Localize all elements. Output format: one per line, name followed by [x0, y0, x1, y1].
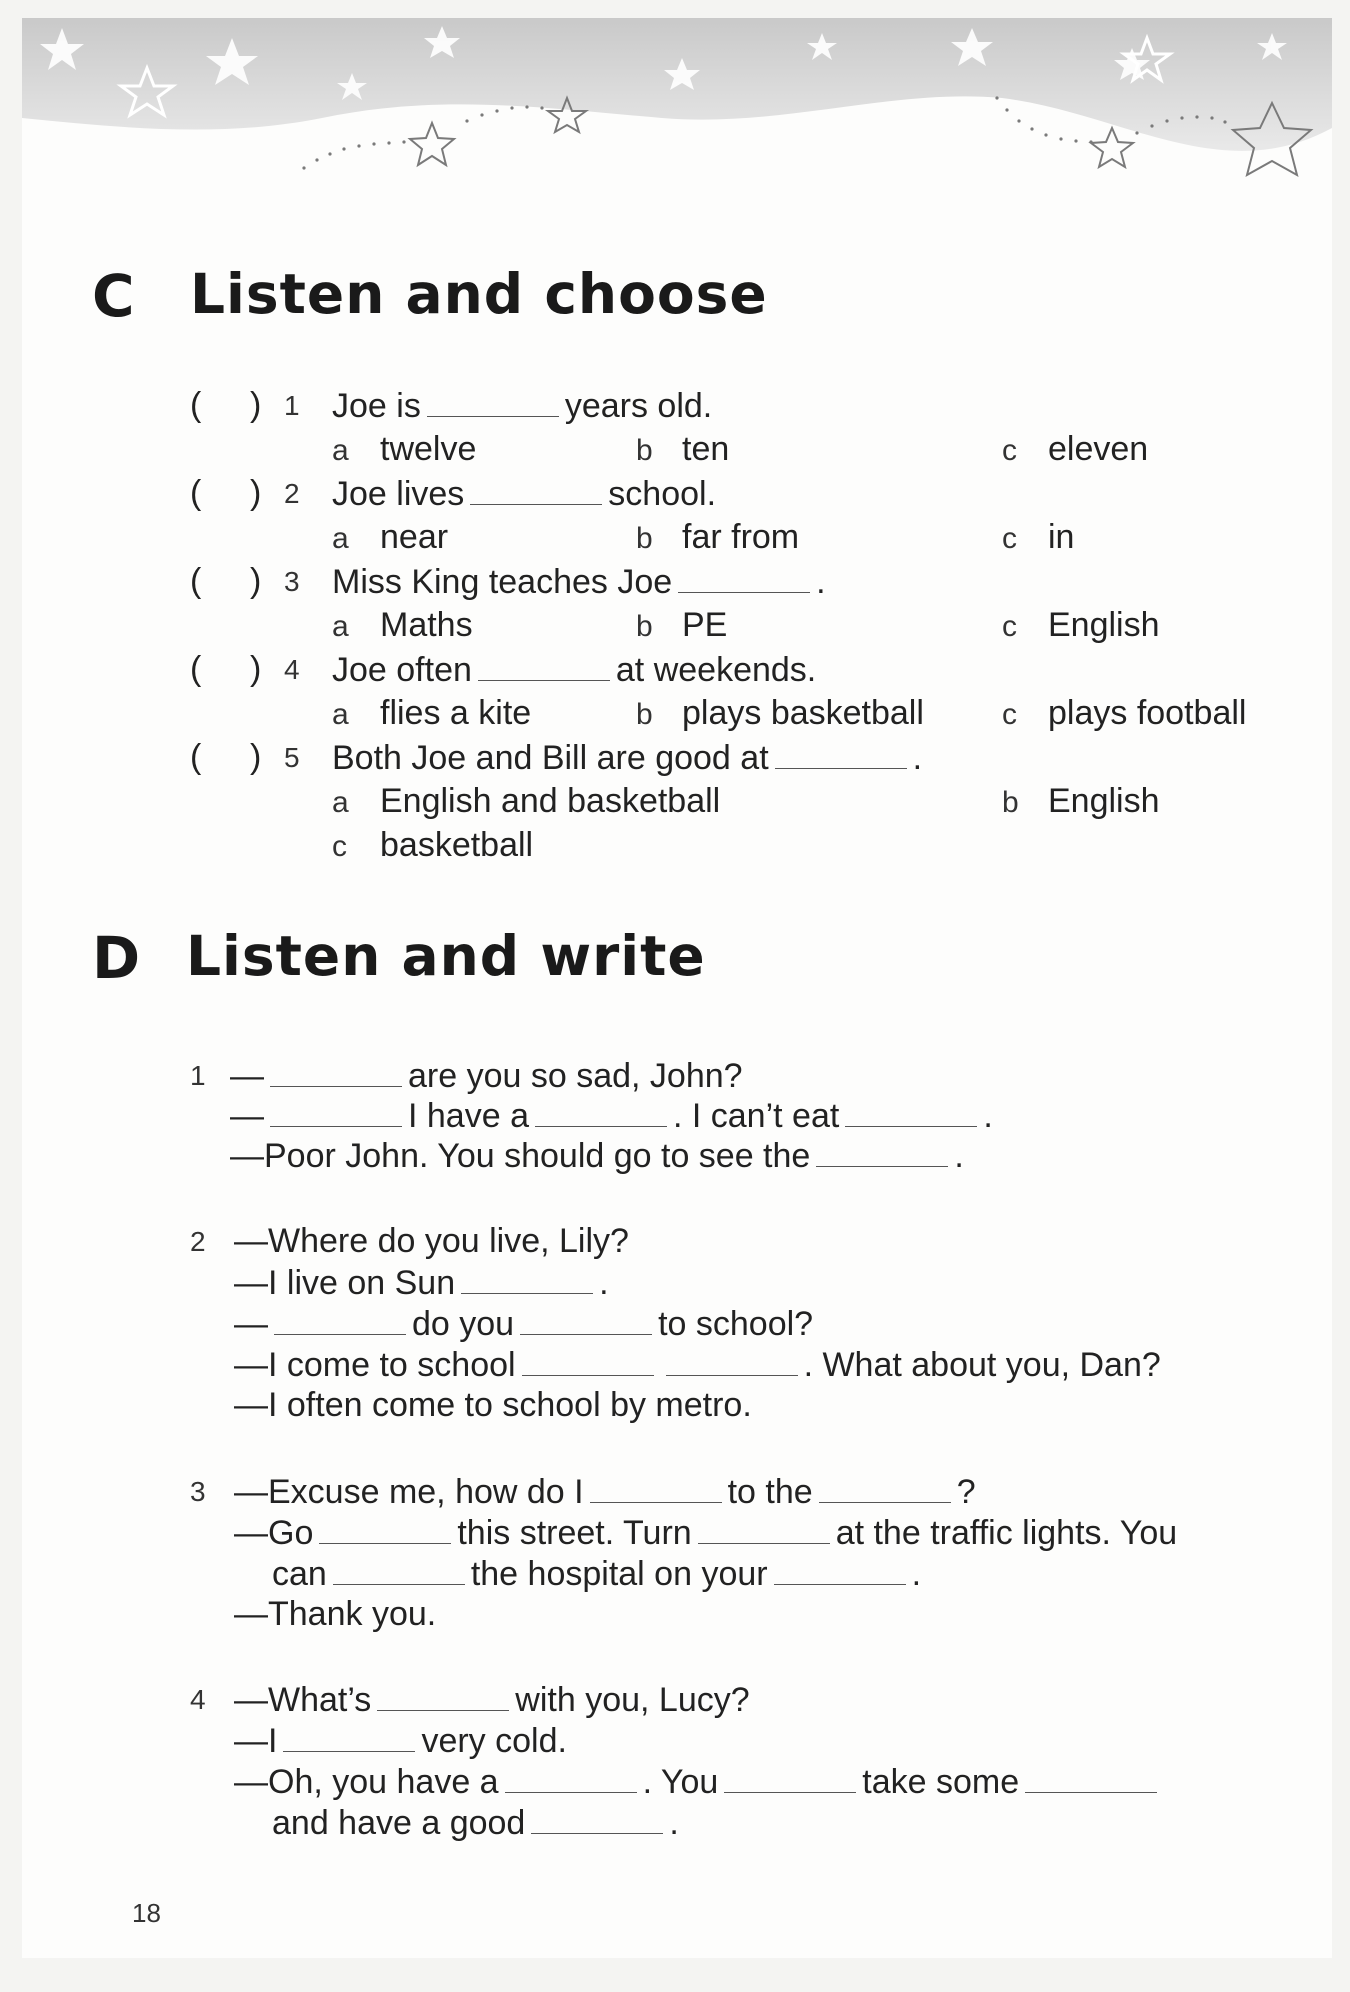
option-text: plays basketball	[682, 694, 924, 732]
option-letter: c	[1002, 434, 1017, 467]
option-text: eleven	[1048, 430, 1149, 468]
option-letter: c	[1002, 698, 1017, 731]
stem-text: .	[912, 739, 923, 777]
option-letter: b	[1002, 786, 1019, 819]
answer-blank[interactable]	[274, 1306, 406, 1335]
option-letter: b	[636, 610, 653, 643]
option-text: PE	[682, 606, 728, 644]
option-text: flies a kite	[380, 694, 532, 732]
option-text: Maths	[380, 606, 473, 644]
dialogue-line: —Poor John. You should go to see the .	[230, 1137, 964, 1175]
answer-blank[interactable]	[520, 1306, 652, 1335]
page-number: 18	[132, 1898, 161, 1928]
stem-text: school.	[608, 475, 717, 513]
answer-paren-open: (	[190, 386, 202, 424]
dialogue-number: 2	[190, 1226, 206, 1257]
option-letter: b	[636, 434, 653, 467]
answer-blank[interactable]	[678, 564, 810, 593]
question-number: 5	[284, 742, 300, 773]
dialogue-line: — do you to school?	[234, 1305, 814, 1343]
option-letter: a	[332, 522, 349, 555]
answer-blank[interactable]	[461, 1265, 593, 1294]
dialogue-line: —Go this street. Turn at the traffic lights. You	[234, 1514, 1178, 1552]
answer-blank[interactable]	[775, 740, 907, 769]
star-banner	[22, 18, 1332, 218]
dialogue-line: —Oh, you have a . You take some	[234, 1764, 1163, 1799]
stem-text: Joe often	[332, 651, 472, 689]
stem-text: Both Joe and Bill are good at	[332, 739, 769, 777]
dialogue-line: —I live on Sun .	[234, 1264, 609, 1302]
answer-paren-open: (	[190, 562, 202, 600]
section-d-title: Listen and write	[186, 924, 706, 988]
question-stem	[332, 740, 922, 775]
question-number: 2	[284, 478, 300, 509]
stem-text: at weekends.	[615, 651, 817, 689]
stem-text: .	[816, 563, 826, 601]
option-text: basketball	[380, 826, 534, 864]
dialogue-number: 4	[190, 1684, 206, 1715]
option-letter: c	[332, 830, 347, 863]
option-text: English	[1048, 782, 1160, 820]
question-number: 4	[284, 654, 300, 685]
answer-blank[interactable]	[270, 1058, 402, 1087]
dialogue-number: 3	[190, 1476, 206, 1507]
worksheet-page	[22, 18, 1332, 1958]
stem-text: Joe lives	[332, 475, 465, 513]
answer-paren-close: )	[250, 386, 262, 424]
stem-text: Miss King teaches Joe	[332, 563, 673, 601]
answer-blank[interactable]	[427, 388, 559, 417]
answer-blank[interactable]	[283, 1723, 415, 1752]
answer-blank[interactable]	[531, 1805, 663, 1834]
option-letter: a	[332, 786, 349, 819]
answer-paren-close: )	[250, 562, 262, 600]
dialogue-line: can the hospital on your .	[272, 1555, 922, 1593]
option-letter: a	[332, 610, 349, 643]
dialogue-line: —Excuse me, how do I to the ?	[234, 1473, 976, 1511]
answer-blank[interactable]	[666, 1347, 798, 1376]
answer-paren-close: )	[250, 474, 262, 512]
question-number: 3	[284, 566, 300, 597]
option-letter: b	[636, 522, 653, 555]
answer-blank[interactable]	[505, 1764, 637, 1793]
dialogue-line: —I often come to school by metro.	[234, 1386, 752, 1424]
option-letter: a	[332, 434, 349, 467]
option-text: near	[380, 518, 449, 556]
answer-paren-open: (	[190, 738, 202, 776]
question-stem	[332, 388, 712, 423]
dialogue-line: —Where do you live, Lily?	[234, 1222, 629, 1260]
option-letter: b	[636, 698, 653, 731]
answer-paren-close: )	[250, 650, 262, 688]
answer-blank[interactable]	[590, 1474, 722, 1503]
section-c-letter: C	[92, 262, 135, 330]
answer-blank[interactable]	[819, 1474, 951, 1503]
option-letter: c	[1002, 522, 1017, 555]
option-text: in	[1048, 518, 1075, 556]
stem-text: years old.	[564, 387, 713, 425]
answer-blank[interactable]	[774, 1556, 906, 1585]
answer-blank[interactable]	[816, 1138, 948, 1167]
dialogue-line: — are you so sad, John?	[230, 1057, 743, 1095]
answer-blank[interactable]	[845, 1098, 977, 1127]
option-letter: c	[1002, 610, 1017, 643]
answer-blank[interactable]	[470, 476, 602, 505]
option-text: ten	[682, 430, 730, 468]
answer-blank[interactable]	[522, 1347, 654, 1376]
dialogue-line: —I come to school . What about you, Dan?	[234, 1346, 1161, 1384]
answer-blank[interactable]	[535, 1098, 667, 1127]
answer-blank[interactable]	[1025, 1764, 1157, 1793]
answer-paren-open: (	[190, 650, 202, 688]
answer-blank[interactable]	[724, 1764, 856, 1793]
dialogue-line: —I very cold.	[234, 1722, 567, 1760]
question-number: 1	[284, 390, 300, 421]
option-text: English	[1048, 606, 1160, 644]
dialogue-number: 1	[190, 1060, 206, 1091]
option-text: English and basketball	[380, 782, 721, 820]
answer-paren-open: (	[190, 474, 202, 512]
answer-blank[interactable]	[333, 1556, 465, 1585]
question-stem	[332, 476, 716, 511]
option-text: twelve	[380, 430, 477, 468]
dialogue-line: —Thank you.	[234, 1595, 437, 1633]
option-text: far from	[682, 518, 800, 556]
stem-text: Joe is	[332, 387, 421, 425]
answer-blank[interactable]	[478, 652, 610, 681]
question-stem	[332, 652, 816, 687]
question-stem	[332, 564, 826, 599]
section-c-title: Listen and choose	[190, 262, 768, 326]
answer-blank[interactable]	[270, 1098, 402, 1127]
answer-blank[interactable]	[698, 1515, 830, 1544]
dialogue-line: —What’s with you, Lucy?	[234, 1681, 750, 1719]
dialogue-line: and have a good .	[272, 1804, 679, 1842]
answer-blank[interactable]	[319, 1515, 451, 1544]
answer-blank[interactable]	[377, 1682, 509, 1711]
option-text: plays football	[1048, 694, 1247, 732]
dialogue-line: — I have a . I can’t eat .	[230, 1097, 993, 1135]
answer-paren-close: )	[250, 738, 262, 776]
option-letter: a	[332, 698, 349, 731]
section-d-letter: D	[92, 924, 141, 992]
